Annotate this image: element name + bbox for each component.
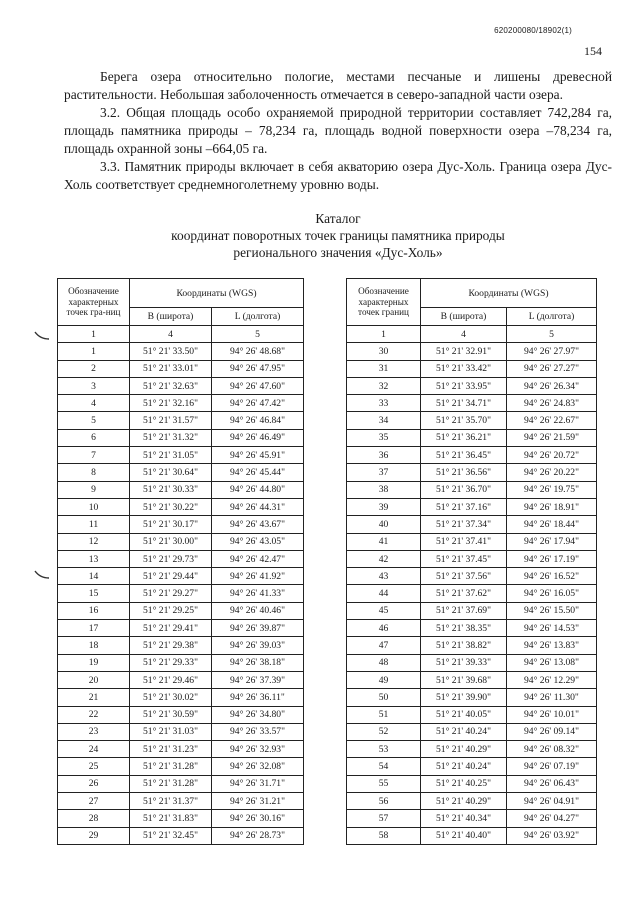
longitude-cell: 94° 26' 40.46"	[212, 602, 304, 619]
point-number-cell: 49	[347, 671, 421, 688]
longitude-cell: 94° 26' 27.97"	[507, 343, 597, 360]
latitude-cell: 51° 21' 29.73"	[130, 550, 212, 567]
table-row	[58, 412, 304, 429]
table-row	[58, 620, 304, 637]
table-row	[58, 775, 304, 792]
latitude-cell: 51° 21' 37.56"	[421, 568, 507, 585]
point-number-cell: 31	[347, 360, 421, 377]
point-number-cell: 37	[347, 464, 421, 481]
longitude-cell: 94° 26' 06.43"	[507, 775, 597, 792]
table-row	[347, 395, 597, 412]
point-number-cell: 15	[58, 585, 130, 602]
longitude-cell: 94° 26' 19.75"	[507, 481, 597, 498]
point-number-cell: 30	[347, 343, 421, 360]
point-number-cell: 39	[347, 498, 421, 515]
point-number-cell: 7	[58, 447, 130, 464]
table-row	[58, 360, 304, 377]
longitude-cell: 94° 26' 04.91"	[507, 793, 597, 810]
document-number: 620200080/18902(1)	[494, 26, 572, 35]
header-col-number-4: 4	[130, 326, 212, 343]
table-row	[58, 377, 304, 394]
point-number-cell: 13	[58, 550, 130, 567]
longitude-cell: 94° 26' 44.80"	[212, 481, 304, 498]
point-number-cell: 11	[58, 516, 130, 533]
point-number-cell: 9	[58, 481, 130, 498]
latitude-cell: 51° 21' 30.22"	[130, 498, 212, 515]
longitude-cell: 94° 26' 47.60"	[212, 377, 304, 394]
header-point-designation: Обозначение характерных точек гра-ниц	[58, 279, 130, 326]
latitude-cell: 51° 21' 29.44"	[130, 568, 212, 585]
header-col-number-1: 1	[347, 326, 421, 343]
point-number-cell: 41	[347, 533, 421, 550]
table-row	[58, 550, 304, 567]
table-row	[58, 637, 304, 654]
latitude-cell: 51° 21' 30.33"	[130, 481, 212, 498]
point-number-cell: 1	[58, 343, 130, 360]
longitude-cell: 94° 26' 47.95"	[212, 360, 304, 377]
latitude-cell: 51° 21' 40.29"	[421, 741, 507, 758]
point-number-cell: 56	[347, 793, 421, 810]
point-number-cell: 24	[58, 741, 130, 758]
point-number-cell: 57	[347, 810, 421, 827]
table-row	[58, 689, 304, 706]
table-row	[58, 568, 304, 585]
paragraph-area: 3.2. Общая площадь особо охраняемой природной территории составляет 742,284 га, площадь памятника природы – 78,234 га, площадь водной поверхности озера –78,234 га, площадь охранной зоны –664,05 га.	[64, 105, 612, 156]
latitude-cell: 51° 21' 29.33"	[130, 654, 212, 671]
point-number-cell: 47	[347, 637, 421, 654]
point-number-cell: 16	[58, 602, 130, 619]
point-number-cell: 27	[58, 793, 130, 810]
longitude-cell: 94° 26' 33.57"	[212, 723, 304, 740]
table-row	[347, 775, 597, 792]
longitude-cell: 94° 26' 30.16"	[212, 810, 304, 827]
header-latitude: B (широта)	[130, 308, 212, 326]
latitude-cell: 51° 21' 31.57"	[130, 412, 212, 429]
table-row	[347, 360, 597, 377]
longitude-cell: 94° 26' 18.44"	[507, 516, 597, 533]
latitude-cell: 51° 21' 36.45"	[421, 447, 507, 464]
latitude-cell: 51° 21' 40.25"	[421, 775, 507, 792]
longitude-cell: 94° 26' 13.08"	[507, 654, 597, 671]
longitude-cell: 94° 26' 38.18"	[212, 654, 304, 671]
latitude-cell: 51° 21' 29.27"	[130, 585, 212, 602]
table-row	[347, 377, 597, 394]
point-number-cell: 18	[58, 637, 130, 654]
longitude-cell: 94° 26' 10.01"	[507, 706, 597, 723]
table-row	[58, 447, 304, 464]
coordinates-table-left	[57, 278, 304, 845]
point-number-cell: 34	[347, 412, 421, 429]
header-col-number-4: 4	[421, 326, 507, 343]
longitude-cell: 94° 26' 46.49"	[212, 429, 304, 446]
latitude-cell: 51° 21' 36.21"	[421, 429, 507, 446]
header-longitude: L (долгота)	[212, 308, 304, 326]
latitude-cell: 51° 21' 32.45"	[130, 827, 212, 844]
page-number: 154	[584, 44, 602, 58]
latitude-cell: 51° 21' 37.16"	[421, 498, 507, 515]
longitude-cell: 94° 26' 15.50"	[507, 602, 597, 619]
point-number-cell: 44	[347, 585, 421, 602]
table-row	[58, 585, 304, 602]
longitude-cell: 94° 26' 08.32"	[507, 741, 597, 758]
table-row	[347, 758, 597, 775]
latitude-cell: 51° 21' 30.17"	[130, 516, 212, 533]
point-number-cell: 25	[58, 758, 130, 775]
table-row	[347, 585, 597, 602]
latitude-cell: 51° 21' 35.70"	[421, 412, 507, 429]
table-row	[58, 741, 304, 758]
table-body-right	[347, 343, 597, 845]
longitude-cell: 94° 26' 41.33"	[212, 585, 304, 602]
coordinates-table-right	[346, 278, 597, 845]
table-row	[347, 550, 597, 567]
latitude-cell: 51° 21' 32.16"	[130, 395, 212, 412]
latitude-cell: 51° 21' 31.83"	[130, 810, 212, 827]
point-number-cell: 2	[58, 360, 130, 377]
point-number-cell: 46	[347, 620, 421, 637]
latitude-cell: 51° 21' 37.45"	[421, 550, 507, 567]
paragraph-shores: Берега озера относительно пологие, местами песчаные и лишены древесной растительности. Небольшая заболоченность отмечается в северо-западной части озера.	[64, 69, 612, 102]
longitude-cell: 94° 26' 45.44"	[212, 464, 304, 481]
table-row	[347, 827, 597, 844]
point-number-cell: 53	[347, 741, 421, 758]
longitude-cell: 94° 26' 21.59"	[507, 429, 597, 446]
header-coordinates: Координаты (WGS)	[130, 279, 304, 308]
latitude-cell: 51° 21' 31.05"	[130, 447, 212, 464]
table-row	[347, 689, 597, 706]
point-number-cell: 29	[58, 827, 130, 844]
table-row	[58, 706, 304, 723]
table-row	[58, 758, 304, 775]
header-longitude: L (долгота)	[507, 308, 597, 326]
table-row	[347, 464, 597, 481]
latitude-cell: 51° 21' 36.70"	[421, 481, 507, 498]
point-number-cell: 38	[347, 481, 421, 498]
latitude-cell: 51° 21' 40.40"	[421, 827, 507, 844]
table-row	[347, 343, 597, 360]
latitude-cell: 51° 21' 33.01"	[130, 360, 212, 377]
table-row	[347, 620, 597, 637]
latitude-cell: 51° 21' 31.32"	[130, 429, 212, 446]
header-coordinates: Координаты (WGS)	[421, 279, 597, 308]
latitude-cell: 51° 21' 32.63"	[130, 377, 212, 394]
point-number-cell: 23	[58, 723, 130, 740]
point-number-cell: 43	[347, 568, 421, 585]
longitude-cell: 94° 26' 09.14"	[507, 723, 597, 740]
point-number-cell: 45	[347, 602, 421, 619]
longitude-cell: 94° 26' 48.68"	[212, 343, 304, 360]
table-row	[58, 516, 304, 533]
point-number-cell: 51	[347, 706, 421, 723]
longitude-cell: 94° 26' 34.80"	[212, 706, 304, 723]
longitude-cell: 94° 26' 18.91"	[507, 498, 597, 515]
table-row	[58, 654, 304, 671]
longitude-cell: 94° 26' 31.71"	[212, 775, 304, 792]
longitude-cell: 94° 26' 24.83"	[507, 395, 597, 412]
header-col-number-1: 1	[58, 326, 130, 343]
point-number-cell: 21	[58, 689, 130, 706]
latitude-cell: 51° 21' 31.28"	[130, 758, 212, 775]
latitude-cell: 51° 21' 38.35"	[421, 620, 507, 637]
longitude-cell: 94° 26' 46.84"	[212, 412, 304, 429]
latitude-cell: 51° 21' 37.41"	[421, 533, 507, 550]
longitude-cell: 94° 26' 43.05"	[212, 533, 304, 550]
latitude-cell: 51° 21' 40.24"	[421, 758, 507, 775]
longitude-cell: 94° 26' 04.27"	[507, 810, 597, 827]
latitude-cell: 51° 21' 39.33"	[421, 654, 507, 671]
point-number-cell: 26	[58, 775, 130, 792]
pencil-tick-mark	[34, 570, 50, 580]
point-number-cell: 5	[58, 412, 130, 429]
longitude-cell: 94° 26' 41.92"	[212, 568, 304, 585]
latitude-cell: 51° 21' 38.82"	[421, 637, 507, 654]
catalog-title	[64, 210, 612, 261]
latitude-cell: 51° 21' 34.71"	[421, 395, 507, 412]
longitude-cell: 94° 26' 39.03"	[212, 637, 304, 654]
latitude-cell: 51° 21' 30.59"	[130, 706, 212, 723]
latitude-cell: 51° 21' 37.62"	[421, 585, 507, 602]
latitude-cell: 51° 21' 31.28"	[130, 775, 212, 792]
point-number-cell: 55	[347, 775, 421, 792]
point-number-cell: 14	[58, 568, 130, 585]
table-row	[347, 498, 597, 515]
table-row	[347, 516, 597, 533]
table-row	[347, 447, 597, 464]
table-row	[347, 568, 597, 585]
table-row	[347, 671, 597, 688]
latitude-cell: 51° 21' 33.50"	[130, 343, 212, 360]
point-number-cell: 54	[347, 758, 421, 775]
table-row	[58, 395, 304, 412]
table-row	[347, 429, 597, 446]
table-row	[58, 602, 304, 619]
longitude-cell: 94° 26' 31.21"	[212, 793, 304, 810]
header-latitude: B (широта)	[421, 308, 507, 326]
table-row	[58, 671, 304, 688]
latitude-cell: 51° 21' 32.91"	[421, 343, 507, 360]
point-number-cell: 36	[347, 447, 421, 464]
table-row	[347, 602, 597, 619]
latitude-cell: 51° 21' 31.23"	[130, 741, 212, 758]
point-number-cell: 22	[58, 706, 130, 723]
table-row	[58, 481, 304, 498]
point-number-cell: 12	[58, 533, 130, 550]
latitude-cell: 51° 21' 31.03"	[130, 723, 212, 740]
longitude-cell: 94° 26' 47.42"	[212, 395, 304, 412]
longitude-cell: 94° 26' 42.47"	[212, 550, 304, 567]
table-row	[347, 793, 597, 810]
table-row	[58, 827, 304, 844]
table-row	[347, 741, 597, 758]
table-row	[347, 706, 597, 723]
point-number-cell: 52	[347, 723, 421, 740]
table-row	[58, 533, 304, 550]
point-number-cell: 28	[58, 810, 130, 827]
table-row	[58, 343, 304, 360]
point-number-cell: 4	[58, 395, 130, 412]
point-number-cell: 20	[58, 671, 130, 688]
point-number-cell: 42	[347, 550, 421, 567]
table-row	[347, 723, 597, 740]
header-col-number-5: 5	[212, 326, 304, 343]
catalog-title-line1: Каталог	[315, 211, 361, 226]
latitude-cell: 51° 21' 29.38"	[130, 637, 212, 654]
point-number-cell: 48	[347, 654, 421, 671]
table-row	[58, 464, 304, 481]
body-text	[64, 68, 612, 194]
latitude-cell: 51° 21' 37.34"	[421, 516, 507, 533]
latitude-cell: 51° 21' 31.37"	[130, 793, 212, 810]
point-number-cell: 6	[58, 429, 130, 446]
longitude-cell: 94° 26' 13.83"	[507, 637, 597, 654]
header-point-designation: Обозначение характерных точек границ	[347, 279, 421, 326]
latitude-cell: 51° 21' 30.00"	[130, 533, 212, 550]
table-row	[58, 429, 304, 446]
latitude-cell: 51° 21' 33.95"	[421, 377, 507, 394]
longitude-cell: 94° 26' 17.94"	[507, 533, 597, 550]
catalog-title-line2: координат поворотных точек границы памятника природы	[171, 228, 505, 243]
longitude-cell: 94° 26' 12.29"	[507, 671, 597, 688]
longitude-cell: 94° 26' 20.72"	[507, 447, 597, 464]
longitude-cell: 94° 26' 16.52"	[507, 568, 597, 585]
latitude-cell: 51° 21' 29.41"	[130, 620, 212, 637]
table-row	[347, 637, 597, 654]
longitude-cell: 94° 26' 27.27"	[507, 360, 597, 377]
table-row	[58, 723, 304, 740]
point-number-cell: 19	[58, 654, 130, 671]
longitude-cell: 94° 26' 22.67"	[507, 412, 597, 429]
header-col-number-5: 5	[507, 326, 597, 343]
longitude-cell: 94° 26' 11.30"	[507, 689, 597, 706]
longitude-cell: 94° 26' 36.11"	[212, 689, 304, 706]
latitude-cell: 51° 21' 39.90"	[421, 689, 507, 706]
table-row	[58, 810, 304, 827]
table-row	[347, 481, 597, 498]
point-number-cell: 17	[58, 620, 130, 637]
latitude-cell: 51° 21' 30.02"	[130, 689, 212, 706]
table-row	[347, 412, 597, 429]
latitude-cell: 51° 21' 40.34"	[421, 810, 507, 827]
latitude-cell: 51° 21' 37.69"	[421, 602, 507, 619]
table-row	[347, 533, 597, 550]
latitude-cell: 51° 21' 30.64"	[130, 464, 212, 481]
latitude-cell: 51° 21' 36.56"	[421, 464, 507, 481]
point-number-cell: 58	[347, 827, 421, 844]
longitude-cell: 94° 26' 44.31"	[212, 498, 304, 515]
longitude-cell: 94° 26' 07.19"	[507, 758, 597, 775]
latitude-cell: 51° 21' 29.25"	[130, 602, 212, 619]
table-row	[58, 498, 304, 515]
longitude-cell: 94° 26' 14.53"	[507, 620, 597, 637]
longitude-cell: 94° 26' 39.87"	[212, 620, 304, 637]
point-number-cell: 40	[347, 516, 421, 533]
table-row	[58, 793, 304, 810]
latitude-cell: 51° 21' 29.46"	[130, 671, 212, 688]
table-row	[347, 654, 597, 671]
point-number-cell: 3	[58, 377, 130, 394]
point-number-cell: 8	[58, 464, 130, 481]
longitude-cell: 94° 26' 26.34"	[507, 377, 597, 394]
longitude-cell: 94° 26' 20.22"	[507, 464, 597, 481]
longitude-cell: 94° 26' 28.73"	[212, 827, 304, 844]
latitude-cell: 51° 21' 40.29"	[421, 793, 507, 810]
point-number-cell: 50	[347, 689, 421, 706]
latitude-cell: 51° 21' 33.42"	[421, 360, 507, 377]
latitude-cell: 51° 21' 40.24"	[421, 723, 507, 740]
point-number-cell: 32	[347, 377, 421, 394]
paragraph-boundary: 3.3. Памятник природы включает в себя акваторию озера Дус-Холь. Граница озера Дус-Холь соответствует среднемноголетнему уровню воды.	[64, 159, 612, 192]
latitude-cell: 51° 21' 40.05"	[421, 706, 507, 723]
point-number-cell: 10	[58, 498, 130, 515]
point-number-cell: 35	[347, 429, 421, 446]
longitude-cell: 94° 26' 17.19"	[507, 550, 597, 567]
longitude-cell: 94° 26' 37.39"	[212, 671, 304, 688]
longitude-cell: 94° 26' 16.05"	[507, 585, 597, 602]
table-body-left	[58, 343, 304, 845]
table-row	[347, 810, 597, 827]
point-number-cell: 33	[347, 395, 421, 412]
latitude-cell: 51° 21' 39.68"	[421, 671, 507, 688]
longitude-cell: 94° 26' 03.92"	[507, 827, 597, 844]
longitude-cell: 94° 26' 32.08"	[212, 758, 304, 775]
catalog-title-line3: регионального значения «Дус-Холь»	[233, 245, 443, 260]
longitude-cell: 94° 26' 43.67"	[212, 516, 304, 533]
longitude-cell: 94° 26' 32.93"	[212, 741, 304, 758]
pencil-tick-mark	[34, 331, 50, 341]
longitude-cell: 94° 26' 45.91"	[212, 447, 304, 464]
